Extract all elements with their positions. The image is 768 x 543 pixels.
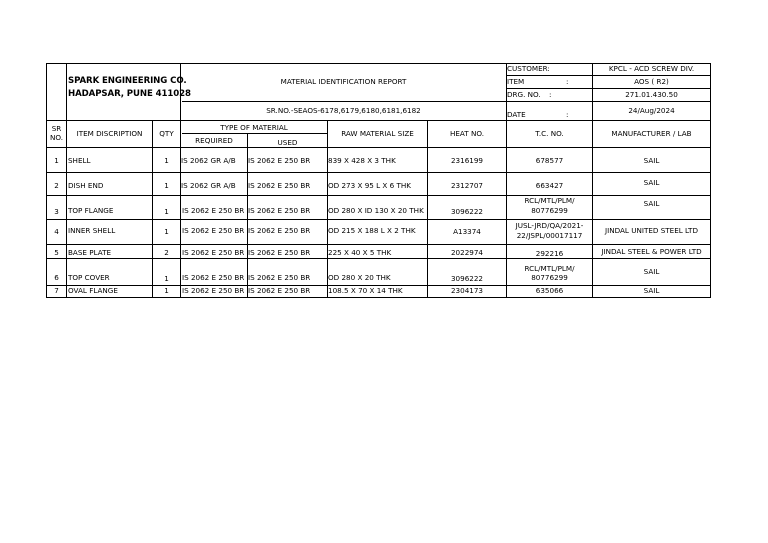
cell-tc: 292216 <box>535 249 564 258</box>
cell-tc: 663427 <box>535 181 564 190</box>
cell-required: IS 2062 E 250 BR <box>182 248 245 257</box>
border-bottom <box>46 297 711 298</box>
cell-size: OD 280 X 20 THK <box>328 273 391 282</box>
cell-tc-line1: JUSL-JRD/QA/2021- <box>515 221 584 230</box>
cell-heat: 3096222 <box>450 274 483 283</box>
cell-item: DISH END <box>68 181 104 190</box>
col-qty: QTY <box>159 129 174 138</box>
cell-sr: 1 <box>54 156 59 165</box>
cell-required: IS 2062 E 250 BR <box>182 226 245 235</box>
rule <box>182 133 327 134</box>
rule <box>46 120 711 121</box>
cell-used: IS 2062 E 250 BR <box>248 286 311 295</box>
border-left <box>46 63 47 297</box>
cell-manufacturer: SAIL <box>643 156 660 165</box>
cell-heat: 2304173 <box>450 286 483 295</box>
col-item-description: ITEM DISCRIPTION <box>76 129 143 138</box>
cell-tc-line2: 80776299 <box>531 273 568 282</box>
col-sr-line1: SR <box>51 124 62 133</box>
cell-size: 108.5 X 70 X 14 THK <box>328 286 403 295</box>
col-raw-material-size: RAW MATERIAL SIZE <box>341 129 414 138</box>
cell-tc: 635066 <box>535 286 564 295</box>
cell-manufacturer: SAIL <box>643 267 660 276</box>
drg-value: 271.01.430.50 <box>625 90 678 99</box>
cell-item: BASE PLATE <box>68 248 112 257</box>
col-used: USED <box>277 138 298 147</box>
cell-required: IS 2062 E 250 BR <box>182 206 245 215</box>
col-required: REQUIRED <box>195 136 233 145</box>
cell-used: IS 2062 E 250 BR <box>248 248 311 257</box>
cell-sr: 5 <box>54 248 59 257</box>
cell-used: IS 2062 E 250 BR <box>248 156 311 165</box>
cell-sr: 3 <box>54 207 59 216</box>
cell-required: IS 2062 E 250 BR <box>182 273 245 282</box>
col-heat-no: HEAT NO. <box>449 129 484 138</box>
col-tc-no: T.C. NO. <box>535 129 564 138</box>
item-colon: : <box>566 77 569 86</box>
cell-size: 839 X 428 X 3 THK <box>328 156 396 165</box>
border-right <box>710 63 711 297</box>
report-title: MATERIAL IDENTIFICATION REPORT <box>280 77 407 86</box>
rule <box>182 101 711 102</box>
item-label: ITEM <box>507 77 525 86</box>
customer-label: CUSTOMER: <box>507 64 550 73</box>
cell-used: IS 2062 E 250 BR <box>248 226 311 235</box>
cell-manufacturer: JINDAL STEEL & POWER LTD <box>601 247 702 256</box>
cell-item: SHELL <box>68 156 91 165</box>
cell-sr: 7 <box>54 286 59 295</box>
cell-item: TOP COVER <box>68 273 110 282</box>
cell-tc-line1: RCL/MTL/PLM/ <box>524 196 575 205</box>
cell-tc-line2: 22/JSPL/00017117 <box>516 231 583 240</box>
col-type-of-material: TYPE OF MATERIAL <box>220 123 288 132</box>
cell-heat: 2316199 <box>450 156 483 165</box>
col-sr-line2: NO. <box>49 133 64 142</box>
rule <box>46 195 711 196</box>
cell-tc: 678577 <box>535 156 564 165</box>
date-value: 24/Aug/2024 <box>628 106 675 115</box>
rule <box>46 219 711 220</box>
cell-sr: 4 <box>54 227 59 236</box>
serial-numbers: SR.NO.-SEAOS-6178,6179,6180,6181,6182 <box>266 106 421 115</box>
cell-heat: 2022974 <box>450 248 483 257</box>
cell-item: TOP FLANGE <box>68 206 114 215</box>
cell-item: INNER SHELL <box>68 226 116 235</box>
cell-manufacturer: SAIL <box>643 286 660 295</box>
cell-size: OD 273 X 95 L X 6 THK <box>328 181 411 190</box>
cell-manufacturer: SAIL <box>643 199 660 208</box>
customer-value: KPCL - ACD SCREW DIV. <box>608 64 695 73</box>
rule <box>46 147 711 148</box>
rule <box>506 75 711 76</box>
cell-manufacturer: SAIL <box>643 178 660 187</box>
cell-size: OD 215 X 188 L X 2 THK <box>328 226 416 235</box>
cell-qty: 1 <box>164 286 169 295</box>
date-colon: : <box>566 110 569 119</box>
cell-size: OD 280 X ID 130 X 20 THK <box>328 206 424 215</box>
drg-colon: : <box>549 90 552 99</box>
cell-qty: 2 <box>164 248 169 257</box>
rule <box>46 244 711 245</box>
company-name: SPARK ENGINEERING CO. <box>68 76 187 86</box>
date-label: DATE <box>507 110 526 119</box>
cell-tc-line1: RCL/MTL/PLM/ <box>524 264 575 273</box>
rule <box>506 88 711 89</box>
col-manufacturer: MANUFACTURER / LAB <box>611 129 692 138</box>
cell-item: OVAL FLANGE <box>68 286 118 295</box>
rule <box>66 63 67 120</box>
company-address: HADAPSAR, PUNE 411028 <box>68 89 191 99</box>
cell-required: IS 2062 E 250 BR <box>182 286 245 295</box>
item-value: AOS ( R2) <box>634 77 669 86</box>
cell-required: IS 2062 GR A/B <box>181 181 236 190</box>
cell-qty: 1 <box>164 274 169 283</box>
rule <box>46 172 711 173</box>
cell-manufacturer: JINDAL UNITED STEEL LTD <box>604 226 698 235</box>
cell-heat: A13374 <box>453 227 481 236</box>
cell-sr: 2 <box>54 181 59 190</box>
cell-size: 225 X 40 X 5 THK <box>328 248 392 257</box>
cell-used: IS 2062 E 250 BR <box>248 273 311 282</box>
cell-required: IS 2062 GR A/B <box>181 156 236 165</box>
rule <box>46 258 711 259</box>
cell-qty: 1 <box>164 227 169 236</box>
cell-qty: 1 <box>164 207 169 216</box>
drg-label: DRG. NO. <box>507 90 541 99</box>
rule <box>66 120 67 297</box>
cell-sr: 6 <box>54 273 59 282</box>
cell-qty: 1 <box>164 181 169 190</box>
cell-heat: 3096222 <box>450 207 483 216</box>
cell-tc-line2: 80776299 <box>531 206 568 215</box>
cell-qty: 1 <box>164 156 169 165</box>
cell-used: IS 2062 E 250 BR <box>248 206 311 215</box>
cell-used: IS 2062 E 250 BR <box>248 181 311 190</box>
cell-heat: 2312707 <box>450 181 483 190</box>
